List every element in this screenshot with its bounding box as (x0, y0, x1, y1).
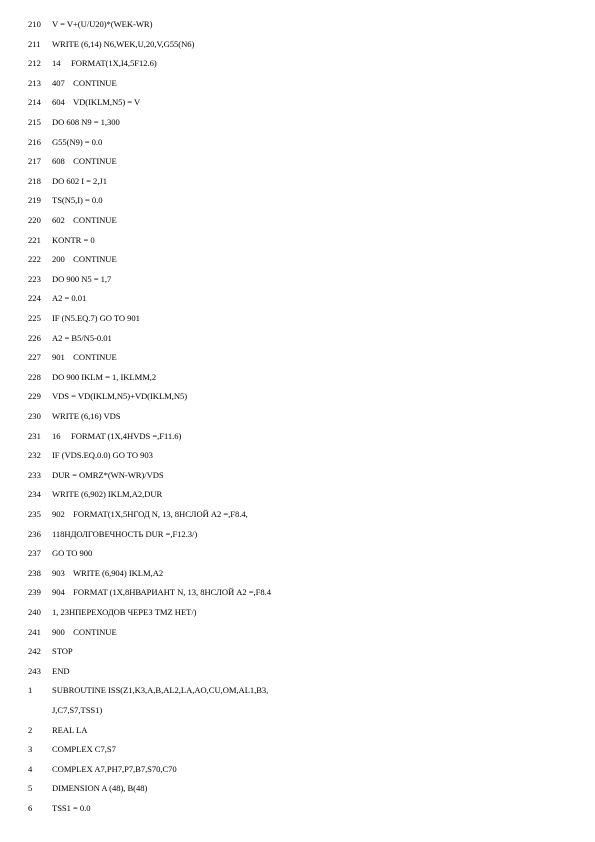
line-text: 407 CONTINUE (52, 77, 117, 88)
code-line (0, 193, 595, 207)
line-text: 901 CONTINUE (52, 352, 117, 363)
code-line (0, 350, 595, 364)
line-number: 210 (28, 19, 41, 29)
line-text: G55(N9) = 0.0 (52, 136, 103, 147)
line-number: 215 (28, 117, 41, 127)
line-number: 4 (28, 763, 33, 774)
code-line (0, 566, 595, 580)
line-text: DIMENSION A (48), B(48) (52, 783, 148, 794)
code-line (0, 174, 595, 188)
code-line (0, 664, 595, 678)
code-line (0, 331, 595, 345)
code-line (0, 252, 595, 266)
code-line (0, 781, 595, 795)
code-line (0, 311, 595, 325)
line-text: REAL LA (52, 724, 88, 735)
line-text: 902 FORMAT(1X,5HГОД N, 13, 8HСЛОЙ A2 =,F8.4, (52, 509, 248, 519)
line-text: 16 FORMAT (1X,4HVDS =,F11.6) (52, 430, 182, 441)
line-number: 232 (28, 450, 41, 461)
line-number: 223 (28, 273, 41, 284)
line-text: 1, 23HПЕРЕХОДОВ ЧЕРЕЗ TMZ НЕТ/) (52, 607, 197, 617)
line-text: 608 CONTINUE (52, 156, 117, 167)
line-number: 242 (28, 646, 41, 657)
line-text: DO 900 N5 = 1,7 (52, 273, 112, 284)
code-line (0, 389, 595, 403)
code-line (0, 429, 595, 443)
line-number: 228 (28, 371, 41, 382)
line-number: 240 (28, 607, 41, 617)
line-number: 239 (28, 587, 41, 598)
line-number: 212 (28, 58, 41, 69)
line-text: DO 900 IKLM = 1, IKLMM,2 (52, 371, 157, 382)
line-text: DO 602 I = 2,J1 (52, 175, 107, 186)
line-number: 6 (28, 803, 33, 813)
line-number: 225 (28, 313, 41, 323)
line-text: DUR = OMRZ*(WN-WR)/VDS (52, 469, 164, 480)
line-number: 241 (28, 626, 41, 637)
code-line (0, 762, 595, 776)
code-line (0, 56, 595, 70)
line-number: 229 (28, 391, 41, 402)
line-text: J,C7,S7,TSS1) (52, 705, 103, 715)
line-text: 604 VD(IKLM,N5) = V (52, 97, 141, 108)
line-number: 230 (28, 411, 41, 421)
line-text: A2 = 0.01 (52, 293, 87, 304)
line-number: 1 (28, 685, 33, 696)
line-number: 236 (28, 528, 41, 539)
line-number: 224 (28, 293, 41, 304)
line-text: DO 608 N9 = 1,300 (52, 117, 120, 127)
line-number: 221 (28, 234, 41, 245)
line-number: 234 (28, 489, 41, 500)
line-number: 217 (28, 156, 41, 167)
line-number: 211 (28, 38, 41, 49)
line-number: 231 (28, 430, 41, 441)
line-text: TSS1 = 0.0 (52, 803, 91, 813)
line-number: 218 (28, 175, 41, 186)
code-line (0, 17, 595, 31)
line-number: 222 (28, 254, 41, 265)
code-line (0, 507, 595, 521)
line-text: SUBROUTINE ISS(Z1,K3,A,B,AL2,LA,AO,CU,OM,AL1,B3, (52, 685, 269, 696)
line-text: 900 CONTINUE (52, 626, 117, 637)
code-line (0, 644, 595, 658)
line-text: 904 FORMAT (1X,8HВАРИАНТ N, 13, 8HСЛОЙ A2 =,F8.4 (52, 587, 271, 598)
code-line (0, 115, 595, 129)
line-number: 213 (28, 77, 41, 88)
code-line (0, 213, 595, 227)
code-line (0, 448, 595, 462)
line-text: V = V+(U/U20)*(WEK-WR) (52, 19, 153, 29)
code-line (0, 527, 595, 541)
line-text: END (52, 665, 70, 676)
line-number: 220 (28, 215, 41, 225)
code-line (0, 409, 595, 423)
line-number: 214 (28, 97, 41, 108)
code-line (0, 703, 595, 717)
code-line (0, 233, 595, 247)
line-text: 14 FORMAT(1X,I4,5F12.6) (52, 58, 157, 69)
line-text: 903 WRITE (6,904) IKLM,A2 (52, 567, 164, 578)
code-line (0, 135, 595, 149)
code-line (0, 546, 595, 560)
line-text: IF (VDS.EQ.0.0) GO TO 903 (52, 450, 153, 461)
line-text: IF (N5.EQ.7) GO TO 901 (52, 313, 140, 323)
code-line (0, 801, 595, 815)
line-text: 200 CONTINUE (52, 254, 117, 265)
line-number: 2 (28, 724, 33, 735)
line-text: 118HДОЛГОВЕЧНОСТЬ DUR =,F12.3/) (52, 528, 198, 539)
code-line (0, 625, 595, 639)
line-number: 237 (28, 548, 41, 559)
code-line (0, 468, 595, 482)
code-line (0, 723, 595, 737)
line-text: 602 CONTINUE (52, 215, 117, 225)
code-line (0, 76, 595, 90)
line-number: 5 (28, 783, 33, 794)
code-line (0, 605, 595, 619)
code-line (0, 585, 595, 599)
line-text: WRITE (6,16) VDS (52, 411, 121, 421)
line-number: 243 (28, 665, 41, 676)
line-text: COMPLEX C7,S7 (52, 744, 116, 755)
line-text: A2 = B5/N5-0.01 (52, 332, 112, 343)
code-line (0, 370, 595, 384)
line-text: WRITE (6,14) N6,WEK,U,20,V,G55(N6) (52, 38, 195, 49)
code-line (0, 154, 595, 168)
line-text: TS(N5,I) = 0.0 (52, 195, 103, 206)
line-text: GO TO 900 (52, 548, 93, 559)
code-line (0, 37, 595, 51)
code-line (0, 291, 595, 305)
line-number: 219 (28, 195, 41, 206)
line-number: 3 (28, 744, 33, 755)
line-number: 226 (28, 332, 41, 343)
line-number: 216 (28, 136, 41, 147)
code-line (0, 272, 595, 286)
line-text: KONTR = 0 (52, 234, 95, 245)
code-line (0, 683, 595, 697)
line-number: 233 (28, 469, 41, 480)
line-number: 235 (28, 509, 41, 519)
code-line (0, 95, 595, 109)
code-line (0, 742, 595, 756)
line-number: 238 (28, 567, 41, 578)
code-line (0, 487, 595, 501)
line-text: WRITE (6,902) IKLM,A2,DUR (52, 489, 163, 500)
line-number: 227 (28, 352, 41, 363)
line-text: STOP (52, 646, 73, 657)
line-text: VDS = VD(IKLM,N5)+VD(IKLM,N5) (52, 391, 188, 402)
line-text: COMPLEX A7,PH7,P7,B7,S70,C70 (52, 763, 177, 774)
